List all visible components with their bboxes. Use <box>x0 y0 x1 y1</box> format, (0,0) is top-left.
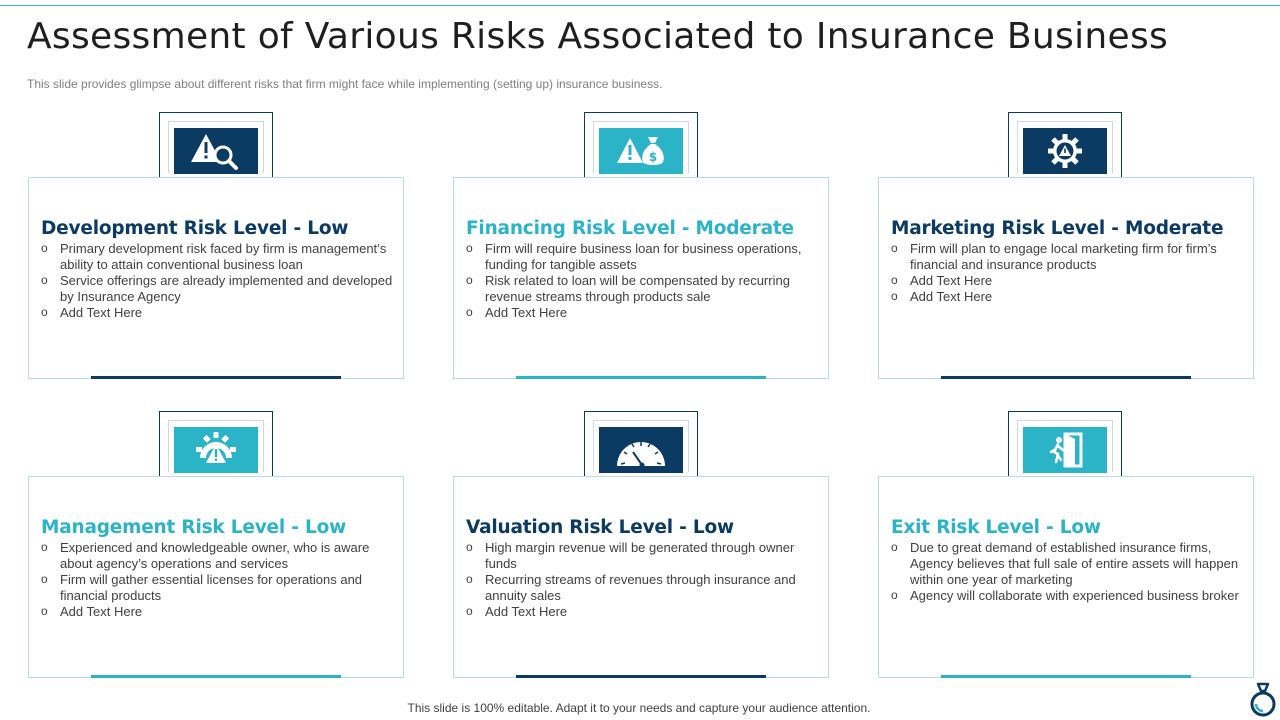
card-list <box>466 540 818 620</box>
card-3-icon-box <box>1023 128 1107 174</box>
list-item: o Add Text Here <box>41 305 393 321</box>
card-list <box>41 241 393 321</box>
money-bag-logo-icon <box>1248 682 1278 718</box>
list-item: o Agency will collaborate with experienced business broker <box>891 588 1243 604</box>
card-list <box>891 241 1243 305</box>
list-item: o Firm will gather essential licenses for operations and financial products <box>41 572 393 604</box>
list-item: o Recurring streams of revenues through insurance and annuity sales <box>466 572 818 604</box>
card-marketing-risk <box>878 177 1254 379</box>
card-management-risk <box>28 476 404 678</box>
card-bottom-bar <box>91 675 341 678</box>
card-financing-risk <box>453 177 829 379</box>
card-6-icon-tab <box>1008 411 1122 477</box>
slide-subtitle: This slide provides glimpse about different risks that firm might face while implementing (setting up) insurance business. <box>27 77 663 91</box>
list-item: o Due to great demand of established insurance firms, Agency believes that full sale of entire assets will happen within one year of marketing <box>891 540 1243 588</box>
list-item: o Experienced and knowledgeable owner, who is aware about agency’s operations and services <box>41 540 393 572</box>
list-item: o Add Text Here <box>891 273 1243 289</box>
card-heading: Valuation Risk Level - Low <box>466 517 734 538</box>
card-development-risk <box>28 177 404 379</box>
list-item: o Primary development risk faced by firm is management’s ability to attain conventional business loan <box>41 241 393 273</box>
card-2-icon-tab <box>584 112 698 178</box>
slide-title: Assessment of Various Risks Associated to Insurance Business <box>27 16 1169 57</box>
gear-alert-icon <box>190 430 242 470</box>
slide-footer: This slide is 100% editable. Adapt it to your needs and capture your audience attention. <box>407 701 871 715</box>
list-item: o Firm will plan to engage local marketing firm for firm’s financial and insurance products <box>891 241 1243 273</box>
card-6-icon-box <box>1023 427 1107 473</box>
card-1-icon-tab <box>159 112 273 178</box>
list-item: o Firm will require business loan for business operations, funding for tangible assets <box>466 241 818 273</box>
list-item: o Add Text Here <box>41 604 393 620</box>
svg-text:$: $ <box>648 150 658 164</box>
gear-warning-icon <box>1039 131 1091 171</box>
gauge-icon <box>606 430 676 470</box>
list-item: o Service offerings are already implemented and developed by Insurance Agency <box>41 273 393 305</box>
card-bottom-bar <box>941 675 1191 678</box>
exit-door-icon <box>1039 430 1091 470</box>
card-4-icon-box <box>174 427 258 473</box>
list-item: o Add Text Here <box>466 604 818 620</box>
card-5-icon-tab <box>584 411 698 477</box>
list-item: o Add Text Here <box>466 305 818 321</box>
card-bottom-bar <box>91 376 341 379</box>
card-list <box>891 540 1243 604</box>
card-heading: Exit Risk Level - Low <box>891 517 1101 538</box>
card-heading: Management Risk Level - Low <box>41 517 346 538</box>
list-item: o High margin revenue will be generated through owner funds <box>466 540 818 572</box>
card-5-icon-box <box>599 427 683 473</box>
card-valuation-risk <box>453 476 829 678</box>
card-list <box>41 540 393 620</box>
card-4-icon-tab <box>159 411 273 477</box>
warning-search-icon <box>190 131 242 171</box>
card-bottom-bar <box>516 376 766 379</box>
card-heading: Financing Risk Level - Moderate <box>466 218 794 239</box>
list-item: o Risk related to loan will be compensated by recurring revenue streams through products sale <box>466 273 818 305</box>
card-2-icon-box <box>599 128 683 174</box>
warning-money-bag-icon <box>615 131 667 171</box>
card-list <box>466 241 818 321</box>
card-bottom-bar <box>516 675 766 678</box>
card-heading: Marketing Risk Level - Moderate <box>891 218 1224 239</box>
list-item: o Add Text Here <box>891 289 1243 305</box>
top-accent-line <box>0 5 1280 6</box>
card-heading: Development Risk Level - Low <box>41 218 349 239</box>
card-3-icon-tab <box>1008 112 1122 178</box>
card-1-icon-box <box>174 128 258 174</box>
card-bottom-bar <box>941 376 1191 379</box>
card-exit-risk <box>878 476 1254 678</box>
